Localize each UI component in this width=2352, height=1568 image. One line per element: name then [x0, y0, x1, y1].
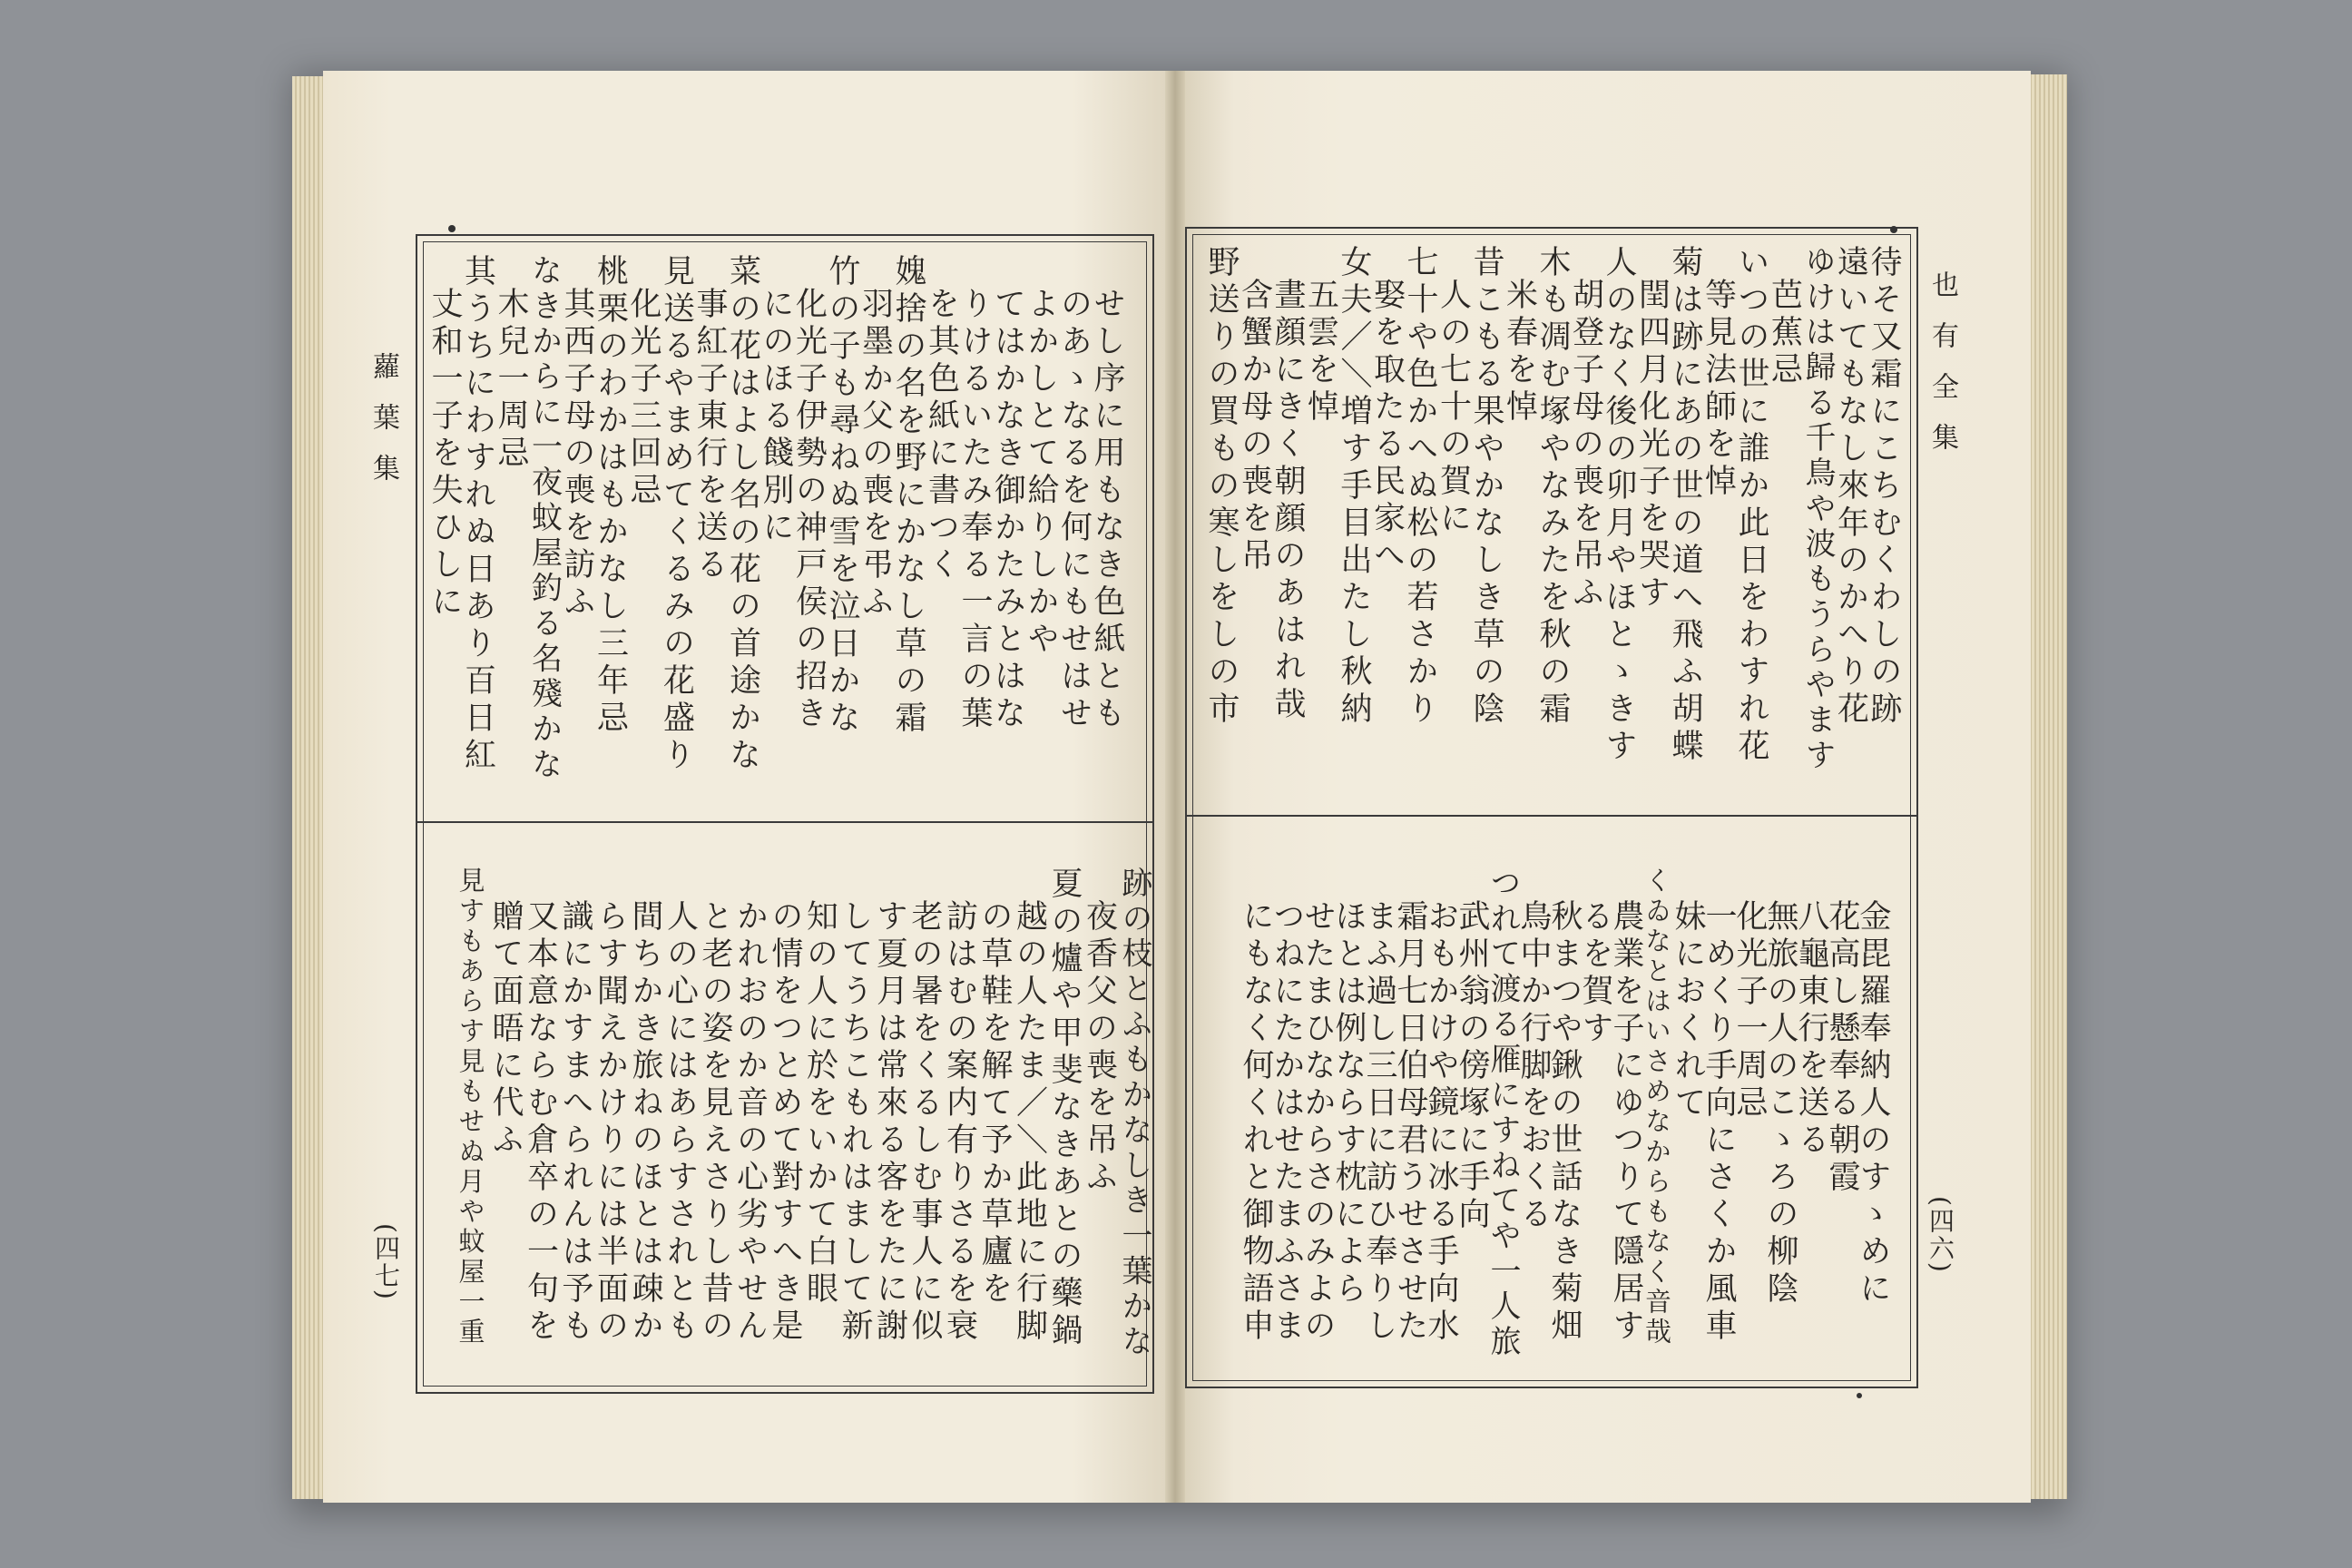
text-column: つれて渡る雁にすねてや一人旅 [1485, 867, 1521, 1360]
text-column: のあゝなるを何にもせはせ [1055, 287, 1093, 733]
right-page-edges [2027, 74, 2067, 1499]
text-column: るを賀す [1577, 899, 1613, 1048]
text-column: 其うちにわすれぬ日あり百日紅 [459, 254, 496, 775]
left-running-title: 蘿葉集 [368, 352, 399, 505]
right-page-mark-bottom [1857, 1393, 1862, 1398]
text-column: 木も凋む塚やなみたを秋の霜 [1534, 245, 1571, 729]
text-column: 訪はむの案内有りさるを衰 [941, 899, 978, 1346]
right-page-divider [1187, 815, 1916, 817]
text-column: 識にかすまへられんは予も [557, 899, 593, 1346]
text-column: なきからに一夜蚊屋釣る名殘かな [525, 254, 563, 783]
text-column: 贈て面晤に代ふ [487, 899, 524, 1160]
text-column: 跡の枝とふもかなしき一葉かな [1116, 867, 1152, 1360]
text-column: 菜の花はよし名の花の首途かな [724, 254, 761, 775]
text-column: 其西子母の喪を訪ふ [559, 287, 595, 622]
text-column: ほとは例ならす枕によら [1330, 899, 1367, 1308]
text-column: 化光子一周忌 [1731, 899, 1768, 1122]
text-column: 霜月七日伯母君うせさせた [1392, 899, 1428, 1346]
text-column: くゐなとはいさめなからもなく音哉 [1642, 867, 1672, 1348]
left-page-number: (四七) [371, 1223, 401, 1301]
text-column: ゆけは歸る千鳥や波もうらやます [1799, 245, 1836, 774]
text-column: にのほる餞別に [758, 287, 794, 547]
text-column: と老の姿を見えさりし昔の [697, 899, 733, 1346]
text-column: 媿捨の名を野にかなし草の霜 [890, 254, 926, 738]
text-column: おもかけや鏡に冰る手向水 [1423, 899, 1459, 1346]
text-column: 野送りの買もの寒しをしの市 [1203, 245, 1240, 729]
text-column: 越の人たま／＼此地に行脚 [1011, 899, 1048, 1346]
text-column: 夜香父の喪を吊ふ [1081, 899, 1118, 1197]
text-column: 閏四月化光子を哭す [1633, 278, 1671, 612]
text-column: よかしとて給りしかや [1023, 287, 1059, 659]
text-column: 妹におくれて [1670, 899, 1706, 1122]
text-column: 化光子三回忌 [625, 287, 662, 510]
text-column: 武州翁の傍塚に手向 [1454, 899, 1490, 1234]
left-page-divider [417, 821, 1152, 823]
text-column: 間ちかき旅ねのほとは疎か [627, 899, 663, 1346]
text-column: 竹の子も尋ねぬ雪を泣日かな [824, 254, 860, 738]
text-column: 事紅子東行を送る [691, 287, 728, 584]
book-gutter [1165, 71, 1185, 1503]
text-column: 見送るやまめてくるみの花盛り [658, 254, 695, 775]
text-column: を其色紙に書つく [923, 287, 960, 584]
text-column: 五雲を悼 [1302, 278, 1339, 426]
text-column: 女夫／＼増す手目出たし秋納 [1336, 245, 1372, 729]
text-column: 七十や色かへぬ松の若さかり [1402, 245, 1438, 729]
text-column: 芭蕉忌 [1766, 278, 1803, 389]
text-column: 見すもあらす見もせぬ月や蚊屋一重 [455, 867, 486, 1348]
text-column: 丈和一子を失ひしに [426, 287, 463, 622]
text-column: 八龜東行を送る [1793, 899, 1829, 1160]
text-column: の草鞋を解て予か草廬を [976, 899, 1013, 1308]
text-column: 昔こもる果やかなしき草の陰 [1468, 245, 1504, 729]
text-column: かれおのか音の心劣やせん [731, 899, 769, 1346]
text-column: 遠いてもなし來年のかへり花 [1832, 245, 1869, 729]
text-column: 秋まつや鍬の世話なき菊畑 [1546, 899, 1583, 1346]
text-column: 花高し懸奉る朝霞 [1824, 899, 1860, 1197]
text-column: 鳥中か行脚をおくる [1515, 899, 1552, 1234]
right-page-mark [1890, 226, 1897, 233]
text-column: 知の人に於をいかて白眼 [801, 899, 838, 1308]
text-column: 含蟹か母の喪を吊 [1236, 278, 1273, 575]
text-column: 人の七十の賀に [1435, 278, 1472, 538]
text-column: 菊は跡にあの世の道へ飛ふ胡蝶 [1667, 245, 1703, 766]
text-column: 人の心にはあらすされとも [662, 899, 699, 1346]
text-column: してうちこもれはまして新 [837, 899, 873, 1346]
text-column: りけるいたみ奉る一言の葉 [956, 287, 993, 733]
text-column: 化光子伊勢の神戸侯の招き [790, 287, 828, 733]
text-column: にもなく何くれと御物語申 [1238, 899, 1274, 1346]
right-running-title: 也有全集 [1926, 270, 1958, 474]
text-column: 等見法師を悼 [1700, 278, 1737, 501]
text-column: す夏月は常來る客をたに謝 [871, 899, 908, 1346]
text-column: 米春を悼 [1501, 278, 1538, 426]
text-column: 木兒一周忌 [493, 287, 529, 473]
text-column: 一めくり手向にさくか風車 [1700, 899, 1737, 1346]
text-column: 又本意ならむ倉卒の一句を [522, 899, 559, 1346]
text-column: てはかなき御かたみとはな [989, 287, 1026, 733]
text-column: 人のなく後の卯月やほとゝきす [1601, 245, 1637, 766]
text-column: つねにたかはせたまふさま [1269, 899, 1305, 1346]
text-column: 晝顔にきく朝顔のあはれ哉 [1269, 278, 1306, 724]
left-page-mark [448, 225, 456, 232]
text-column: の情をつとめて對すへき是 [767, 899, 803, 1346]
text-column: せたまひなからさのみよの [1299, 899, 1336, 1346]
text-column: 待そ又霜にこちむくわしの跡 [1866, 245, 1902, 729]
right-page-number: (四六) [1926, 1196, 1955, 1274]
text-column: 無旅の人のこゝろの柳陰 [1762, 899, 1798, 1308]
text-column: いつの世に誰か此日をわすれ花 [1733, 245, 1769, 766]
text-column: 桃栗のわかはもかなし三年忌 [592, 254, 629, 738]
text-column: 老の暑をくるしむ事人に似 [906, 899, 943, 1346]
text-column: 金毘羅奉納人のすゝめに [1855, 899, 1891, 1308]
text-column: らす聞えかけりには半面の [592, 899, 629, 1346]
text-column: 夏の爐や甲斐なきあとの藥鍋 [1046, 867, 1083, 1350]
text-column: まふ過し三日に訪ひ奉りし [1361, 899, 1397, 1346]
text-column: せし序に用もなき色紙とも [1089, 287, 1125, 733]
text-column: 農業を子にゆつりて隱居す [1608, 899, 1644, 1346]
text-column: 胡登子母の喪を吊ふ [1567, 278, 1604, 612]
text-column: 娶を取たる民家へ [1368, 278, 1406, 575]
text-column: 羽墨か父の喪を弔ふ [857, 287, 894, 622]
